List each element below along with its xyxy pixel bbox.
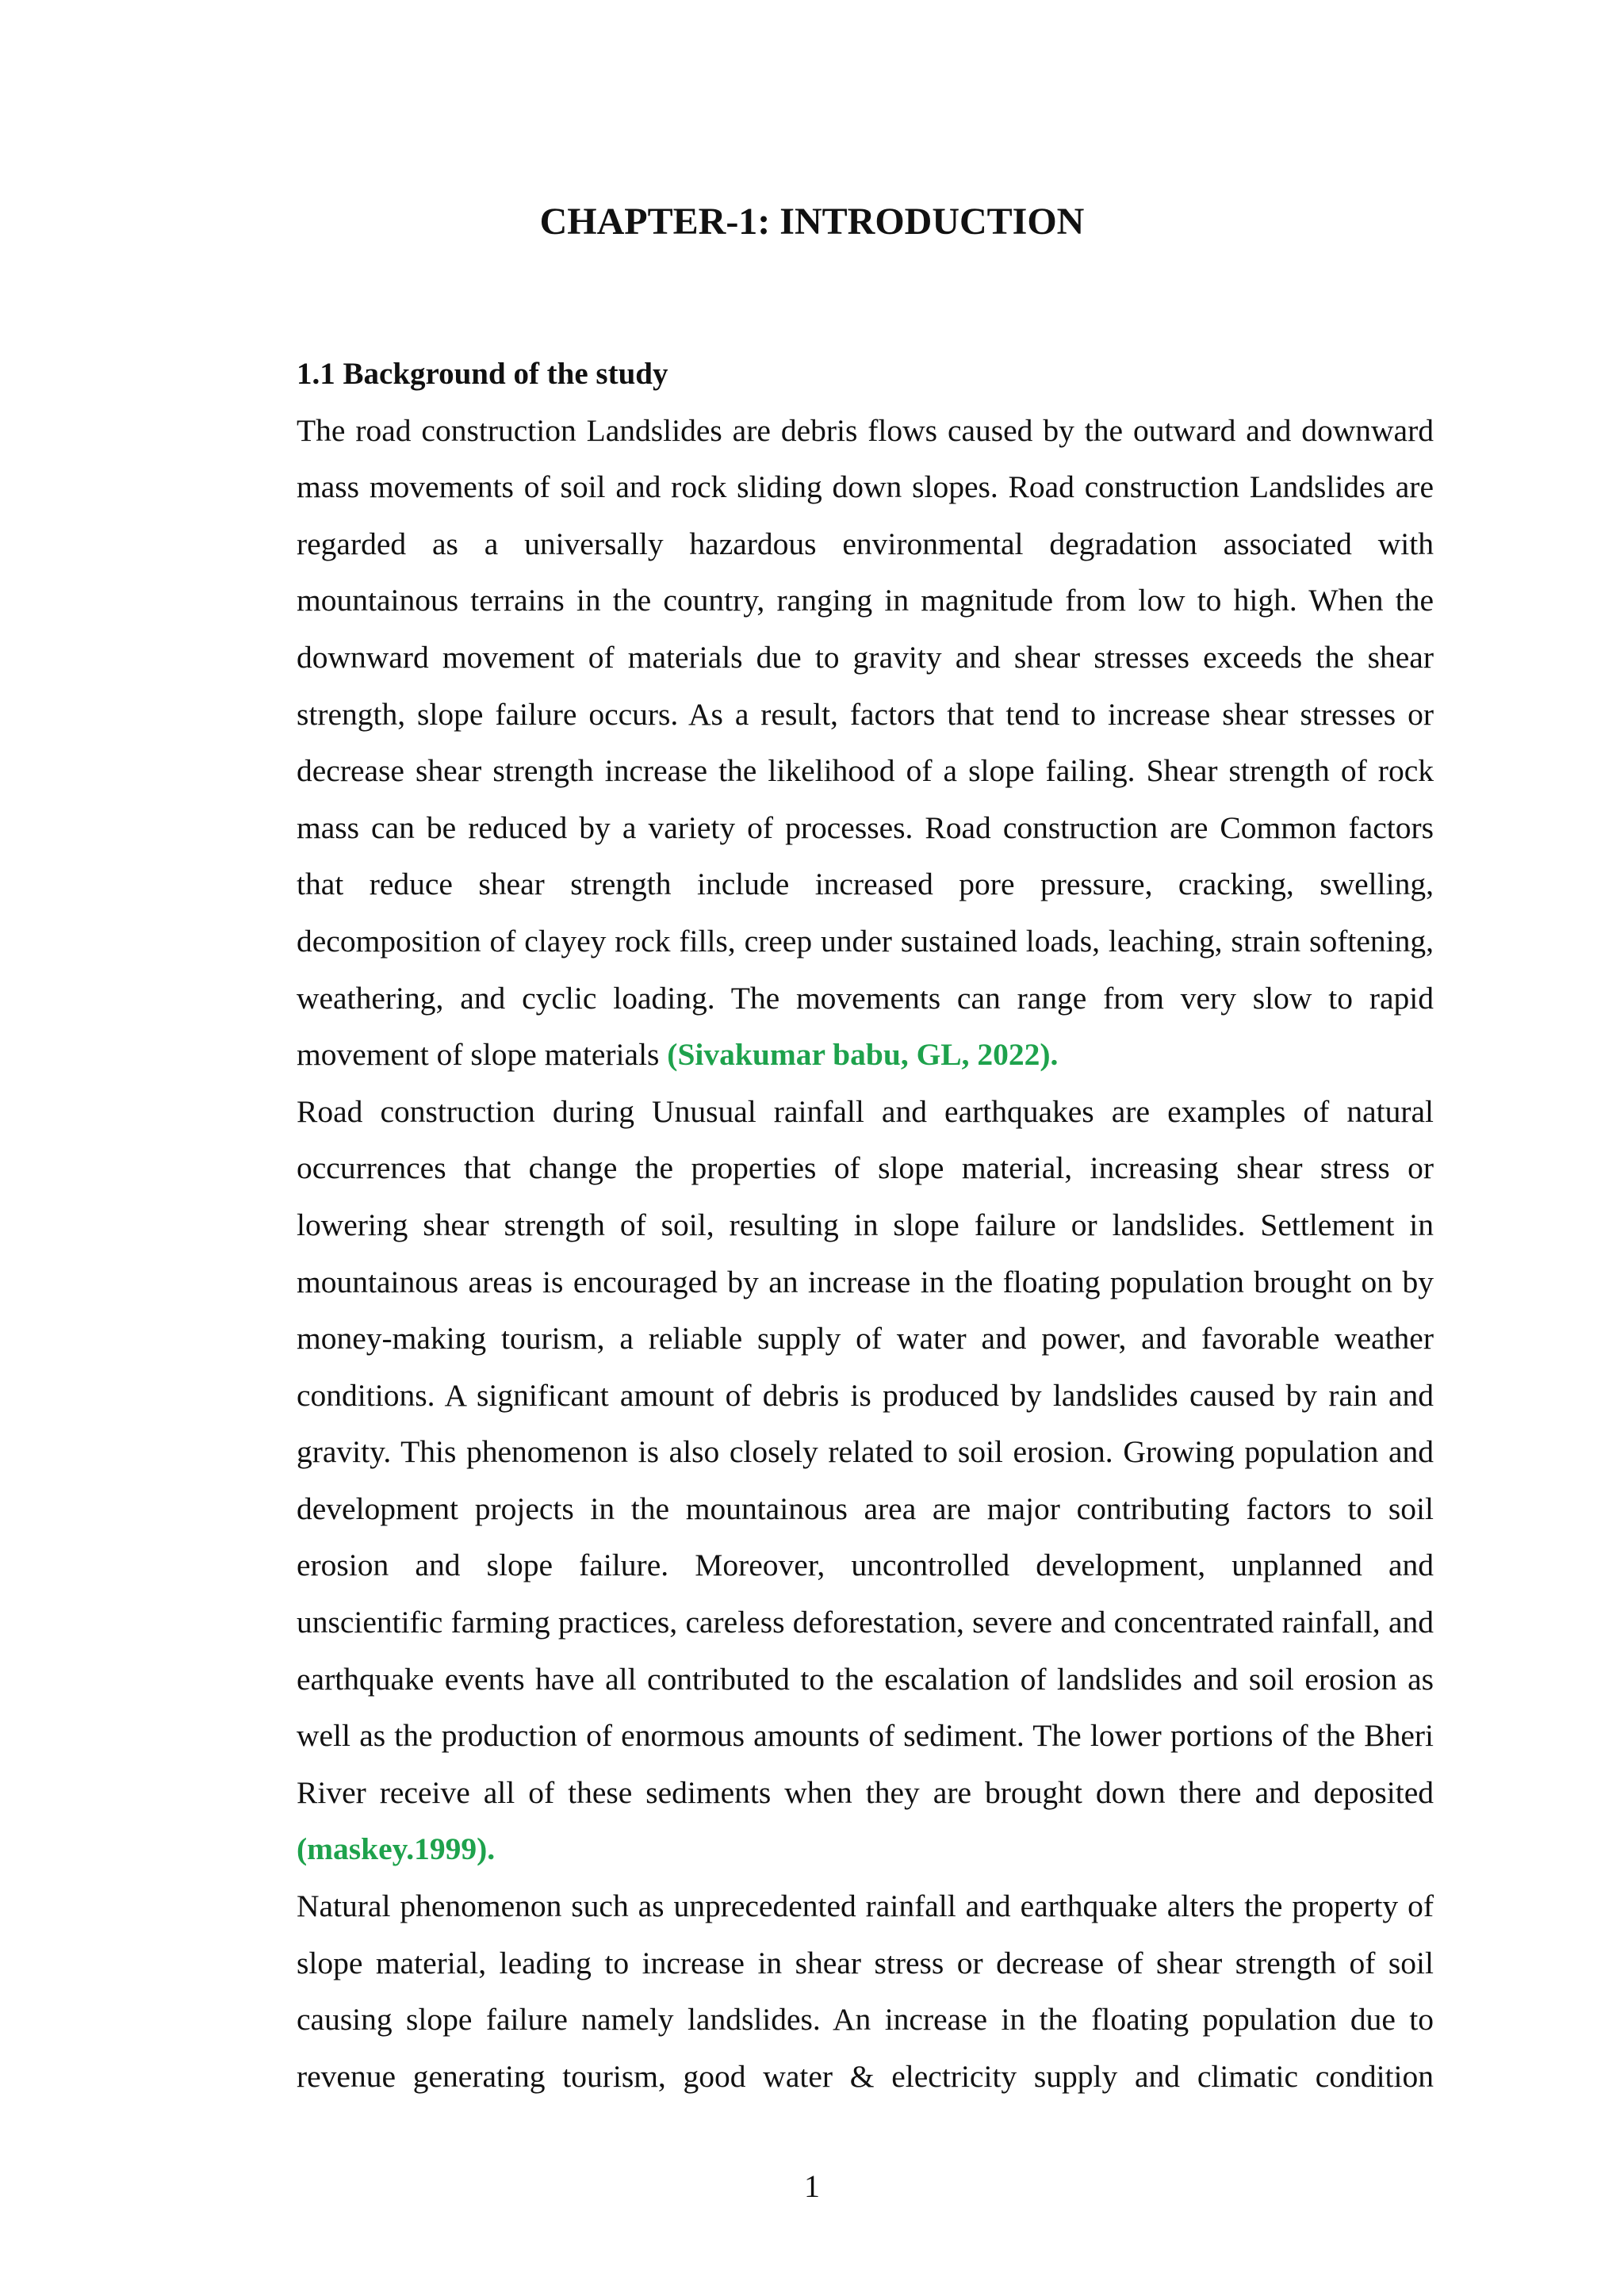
page-number: 1 — [804, 2168, 820, 2204]
paragraph-3 — [297, 1878, 1434, 2105]
citation-sivakumar: (Sivakumar babu, GL, 2022). — [667, 1037, 1059, 1073]
paragraph-1 — [297, 403, 1434, 1084]
body-text — [297, 346, 1434, 2105]
paragraph-2-text: Road construction during Unusual rainfall and earthquakes are examples of natural occurrences that change the properties of slope material, increasing shear stress or lowering shear strength of soil, resulting in slope failure or landslides. Settlement in mountainous areas is encouraged by an increase in the floating population brought on by money-making tourism, a reliable supply of water and power, and favorable weather conditions. A significant amount of debris is produced by landslides caused by rain and gravity. This phenomenon is also closely related to soil erosion. Growing population and development projects in the mountainous area are major contributing factors to soil erosion and slope failure. Moreover, uncontrolled development, unplanned and unscientific farming practices, careless deforestation, severe and concentrated rainfall, and earthquake events have all contributed to the escalation of landslides and soil erosion as well as the production of enormous amounts of sediment. The lower portions of the Bheri River receive all of these sediments when they are brought down there and deposited — [297, 1093, 1434, 1810]
citation-maskey: (maskey.1999). — [297, 1831, 496, 1867]
paragraph-3-text: Natural phenomenon such as unprecedented rainfall and earthquake alters the property of slope material, leading to increase in shear stress or decrease of shear strength of soil causing slope failure namely landslides. An increase in the floating population due to revenue generating tourism, good water & electricity supply and climatic condition — [297, 1888, 1434, 2094]
paragraph-2 — [297, 1084, 1434, 1878]
section-heading: 1.1 Background of the study — [297, 357, 668, 391]
chapter-title: CHAPTER-1: INTRODUCTION — [539, 201, 1085, 243]
paragraph-1-text: The road construction Landslides are debris flows caused by the outward and downward mass movements of soil and rock sliding down slopes. Road construction Landslides are regarded as a universally hazardous environmental degradation associated with mountainous terrains in the country, ranging in magnitude from low to high. When the downward movement of materials due to gravity and shear stresses exceeds the shear strength, slope failure occurs. As a result, factors that tend to increase shear stresses or decrease shear strength increase the likelihood of a slope failing. Shear strength of rock mass can be reduced by a variety of processes. Road construction are Common factors that reduce shear strength include increased pore pressure, cracking, swelling, decomposition of clayey rock fills, creep under sustained loads, leaching, strain softening, weathering, and cyclic loading. The movements can range from very slow to rapid movement of slope materials — [297, 412, 1434, 1073]
